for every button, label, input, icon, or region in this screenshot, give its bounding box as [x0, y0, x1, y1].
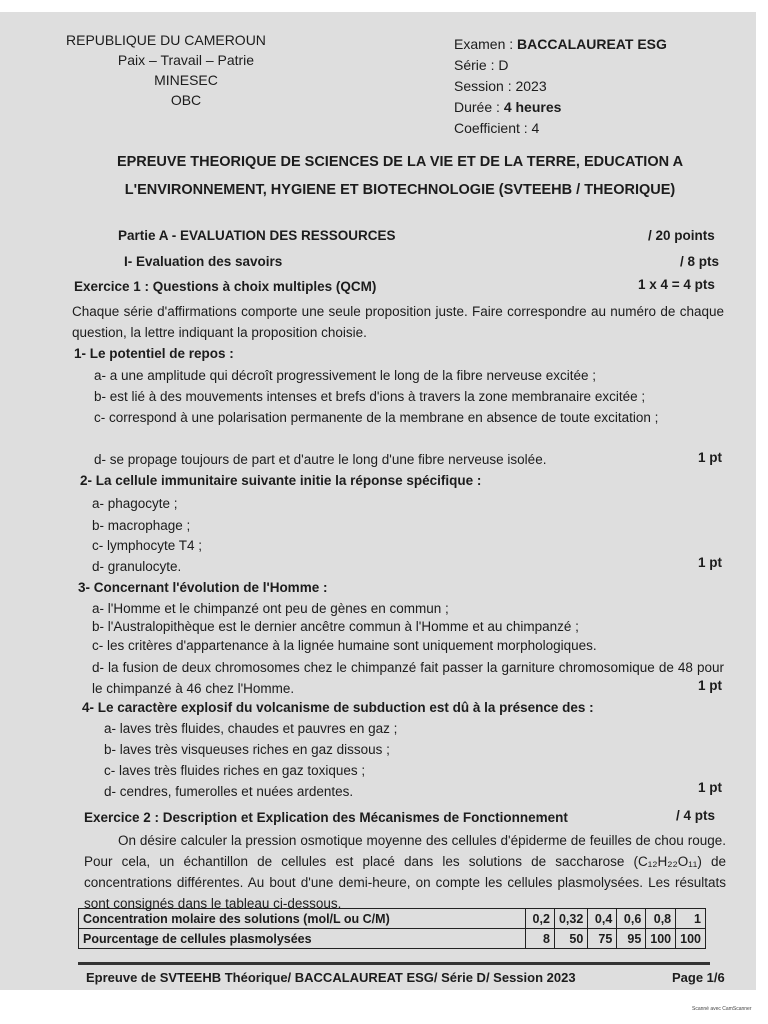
- table-row: [79, 909, 706, 929]
- exercise-2-paragraph: On désire calculer la pression osmotique moyenne des cellules d'épiderme de feuilles de chou rouge. Pour cela, un échantillon de cellules est placé dans les solutions de saccharose (C₁₂H₂₂O₁₁) de concentrations différentes. Au bout d'une demi-heure, on compte les cellules plasmolysées. Les résultats sont consignés dans le tableau ci-dessous.: [84, 833, 726, 911]
- question-1-title: 1- Le potentiel de repos :: [74, 346, 234, 361]
- section-1-heading: I- Evaluation des savoirs: [124, 254, 283, 269]
- table-row-label: Pourcentage de cellules plasmolysées: [79, 929, 526, 949]
- exercise-1-heading: Exercice 1 : Questions à choix multiples (QCM): [74, 279, 377, 294]
- table-cell: 95: [617, 929, 646, 949]
- q2-points: 1 pt: [698, 555, 723, 570]
- q3-points: 1 pt: [698, 678, 723, 693]
- question-4-title: 4- Le caractère explosif du volcanisme de subduction est dû à la présence des :: [82, 700, 594, 715]
- table-cell: 0,32: [554, 909, 587, 929]
- question-2-title: 2- La cellule immunitaire suivante initie la réponse spécifique :: [80, 473, 482, 488]
- table-cell: 0,6: [617, 909, 646, 929]
- exercise-2-points: / 4 pts: [676, 808, 716, 823]
- q4-option-a: a- laves très fluides, chaudes et pauvres en gaz ;: [104, 721, 398, 736]
- q3-option-b: b- l'Australopithèque est le dernier ancêtre commun à l'Homme et au chimpanzé ;: [92, 619, 579, 634]
- duration-info: Durée : 4 heures: [454, 99, 562, 115]
- table-cell: 75: [588, 929, 617, 949]
- q4-option-c: c- laves très fluides riches en gaz toxiques ;: [104, 763, 366, 778]
- table-cell: 0,4: [588, 909, 617, 929]
- session-info: Session : 2023: [454, 78, 547, 94]
- page-number: Page 1/6: [672, 970, 725, 985]
- q4-option-b: b- laves très visqueuses riches en gaz dissous ;: [104, 742, 390, 757]
- table-cell: 50: [554, 929, 587, 949]
- q2-option-c: c- lymphocyte T4 ;: [92, 538, 203, 553]
- question-3-title: 3- Concernant l'évolution de l'Homme :: [78, 580, 328, 595]
- table-cell: 100: [646, 929, 676, 949]
- q4-option-d: d- cendres, fumerolles et nuées ardentes.: [104, 784, 354, 799]
- national-motto: Paix – Travail – Patrie: [117, 52, 255, 68]
- table-cell: 8: [525, 929, 554, 949]
- title-line-2: L'ENVIRONNEMENT, HYGIENE ET BIOTECHNOLOGIE (SVTEEHB / THEORIQUE): [124, 182, 676, 198]
- exam-info: Examen : BACCALAUREAT ESG: [454, 36, 667, 52]
- series-info: Série : D: [454, 57, 509, 73]
- exam-sheet: [0, 12, 756, 990]
- table-cell: 0,8: [646, 909, 676, 929]
- exercise-2-heading: Exercice 2 : Description et Explication des Mécanismes de Fonctionnement: [84, 810, 568, 825]
- q4-points: 1 pt: [698, 780, 723, 795]
- section-1-points: / 8 pts: [680, 254, 720, 269]
- header-right: [454, 34, 734, 139]
- q1-points: 1 pt: [698, 450, 723, 465]
- results-table: [78, 908, 706, 949]
- table-row: [79, 929, 706, 949]
- office: OBC: [170, 92, 202, 108]
- ministry: MINESEC: [154, 72, 218, 88]
- q3-option-d: d- la fusion de deux chromosomes chez le chimpanzé fait passer la garniture chromosomique de 48 pour le chimpanzé à 46 chez l'Homme.: [92, 660, 724, 696]
- country-name: REPUBLIQUE DU CAMEROUN: [66, 32, 266, 48]
- footer-text: Epreuve de SVTEEHB Théorique/ BACCALAUREAT ESG/ Série D/ Session 2023: [86, 970, 576, 985]
- q2-option-d: d- granulocyte.: [92, 559, 182, 574]
- q1-option-a: a- a une amplitude qui décroît progressivement le long de la fibre nerveuse excitée ;: [94, 368, 597, 383]
- q2-option-a: a- phagocyte ;: [92, 496, 178, 511]
- q1-option-d: d- se propage toujours de part et d'autre le long d'une fibre nerveuse isolée.: [94, 452, 547, 467]
- header-left: [66, 30, 306, 110]
- q2-option-b: b- macrophage ;: [92, 518, 191, 533]
- exercise-1-points: 1 x 4 = 4 pts: [638, 277, 715, 292]
- table-row-label: Concentration molaire des solutions (mol/L ou C/M): [79, 909, 526, 929]
- footer-divider: [78, 962, 710, 965]
- q1-option-b: b- est lié à des mouvements intenses et brefs d'ions à travers la zone membranaire excitée ;: [94, 389, 646, 404]
- q1-option-c: c- correspond à une polarisation permanente de la membrane en absence de toute excitation ;: [94, 410, 659, 425]
- exam-title: [60, 148, 740, 204]
- title-line-1: EPREUVE THEORIQUE DE SCIENCES DE LA VIE ET DE LA TERRE, EDUCATION A: [116, 154, 684, 170]
- exercise-1-instructions: Chaque série d'affirmations comporte une seule proposition juste. Faire correspondre au numéro de chaque question, la lettre indiquant la proposition choisie.: [72, 304, 724, 340]
- part-a-heading: Partie A - EVALUATION DES RESSOURCES: [118, 228, 396, 243]
- q3-option-a: a- l'Homme et le chimpanzé ont peu de gènes en commun ;: [92, 601, 449, 616]
- coefficient-info: Coefficient : 4: [454, 120, 540, 136]
- part-a-points: / 20 points: [648, 228, 715, 243]
- table-cell: 1: [676, 909, 706, 929]
- table-cell: 0,2: [525, 909, 554, 929]
- table-cell: 100: [676, 929, 706, 949]
- scanner-watermark: Scanné avec CamScanner: [692, 1006, 752, 1012]
- q3-option-c: c- les critères d'appartenance à la lignée humaine sont uniquement morphologiques.: [92, 638, 597, 653]
